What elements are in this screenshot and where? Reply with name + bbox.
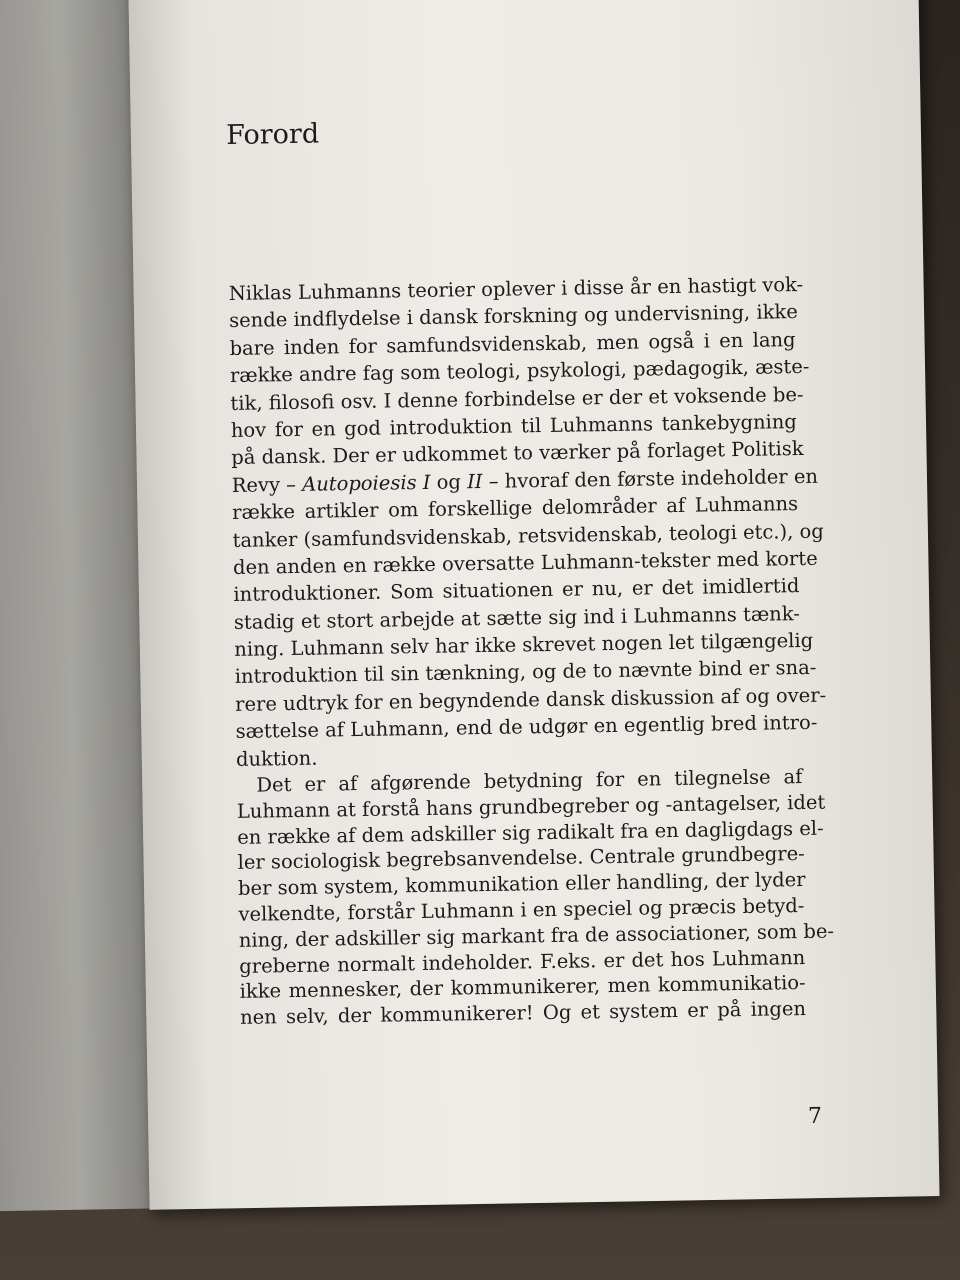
text-line: ler sociologisk begrebsanvendelse. Centrale grundbegre- bbox=[237, 842, 805, 875]
text-line: række artikler om forskellige delområder af Luhmanns bbox=[231, 492, 799, 525]
paragraph-1-continued bbox=[231, 490, 827, 773]
text-line: introduktioner. Som situationen er nu, er det imidlertid bbox=[233, 574, 800, 607]
text-line: ikke mennesker, der kommunikerer, men kommunikatio- bbox=[239, 971, 806, 1004]
text-line: sende indflydelse i dansk forskning og undervisning, ikke bbox=[228, 300, 798, 333]
text-line: velkendte, forstår Luhmann i en speciel og præcis betyd- bbox=[238, 894, 805, 926]
text-line: hov for en god introduktion til Luhmanns tankebygning bbox=[230, 410, 797, 442]
text-line: tik, filosofi osv. I denne forbindelse er der et voksende be- bbox=[230, 382, 804, 415]
text-line: ning, der adskiller sig markant fra de associationer, som be- bbox=[238, 919, 835, 952]
text-line: Niklas Luhmanns teorier oplever i disse år en hastigt vok- bbox=[228, 272, 804, 305]
italic-title: Autopoiesis I bbox=[301, 470, 431, 496]
text-line: ber som system, kommunikation eller handling, der lyder bbox=[237, 868, 806, 901]
text-line: rere udtryk for en begyndende dansk diskussion af og over- bbox=[234, 683, 827, 716]
italic-title: II bbox=[466, 469, 483, 493]
text-line: introduktion til sin tænkning, og de to nævnte bind er sna- bbox=[234, 656, 817, 689]
text-line: stadig et stort arbejde at sætte sig ind i Luhmanns tænk- bbox=[233, 601, 800, 634]
page-content bbox=[226, 111, 835, 1031]
text-line: sættelse af Luhmann, end de udgør en egentlig bred intro- bbox=[235, 711, 818, 744]
paragraph-2 bbox=[236, 764, 835, 1031]
text-line: duktion. bbox=[235, 746, 318, 771]
text-line: ning. Luhmann selv har ikke skrevet nogen let tilgængelig bbox=[234, 628, 814, 662]
text-line: Luhmann at forstå hans grundbegreber og -antagelser, idet bbox=[236, 790, 826, 823]
text-segment: – hvoraf den første indeholder en bbox=[482, 464, 819, 493]
text-segment: Revy – bbox=[231, 472, 303, 497]
text-line: Det er af afgørende betydning for en tilegnelse af bbox=[256, 765, 803, 797]
text-line: på dansk. Der er udkommet to værker på forlaget Politisk bbox=[231, 437, 804, 470]
text-line: tanker (samfundsvidenskab, retsvidenskab, teologi etc.), og bbox=[232, 519, 824, 552]
text-line: greberne normalt indeholder. F.eks. er det hos Luhmann bbox=[239, 945, 806, 978]
text-segment: og bbox=[430, 469, 468, 494]
text-line: den anden en række oversatte Luhmann-tekster med korte bbox=[232, 546, 818, 579]
chapter-title: Forord bbox=[226, 118, 320, 151]
text-line: en række af dem adskiller sig radikalt fra en dagligdags el- bbox=[237, 816, 824, 849]
text-line: række andre fag som teologi, psykologi, pædagogik, æste- bbox=[229, 355, 810, 388]
text-line: bare inden for samfundsvidenskab, men også i en lang bbox=[229, 327, 796, 360]
text-line: nen selv, der kommunikerer! Og et system er på ingen bbox=[239, 997, 807, 1030]
paragraph-1 bbox=[228, 271, 810, 472]
page-number: 7 bbox=[807, 1103, 823, 1130]
